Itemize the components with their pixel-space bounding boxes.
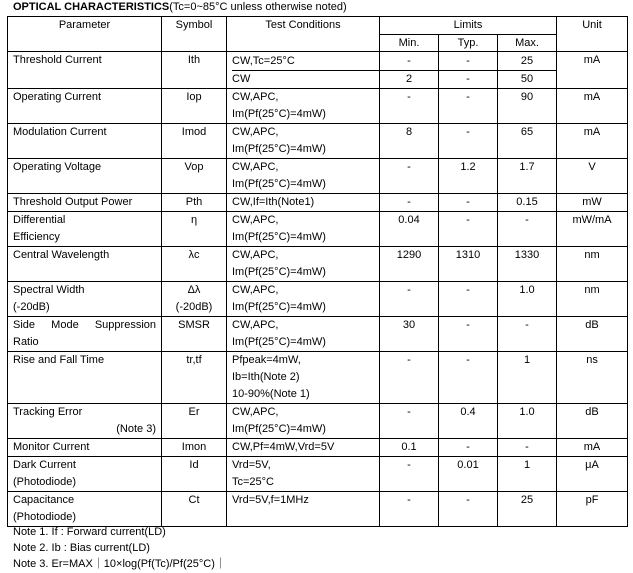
sym-line: Pth (185, 196, 203, 208)
unit-value: nm (584, 284, 600, 296)
min-cell (380, 124, 439, 159)
table-row (8, 247, 628, 282)
max-cell (498, 124, 557, 159)
unit-cell (557, 52, 628, 89)
max-cell (498, 352, 557, 404)
cond-line: Im(Pf(25°C)=4mW) (232, 231, 326, 243)
cond-line: Tc=25°C (232, 476, 275, 488)
min-line: 8 (405, 126, 413, 138)
parameter-cell (8, 89, 162, 124)
typ-line: - (466, 214, 470, 226)
section-title (13, 1, 347, 13)
cond-line: 10-90%(Note 1) (232, 388, 310, 400)
param-line: Differential (13, 214, 66, 226)
parameter-cell (8, 352, 162, 404)
test-condition-cell (227, 89, 380, 124)
sym-line: Imod (181, 126, 207, 138)
max-cell (498, 159, 557, 194)
max-line: 25 (520, 494, 534, 506)
unit-cell (557, 352, 628, 404)
min-cell (380, 282, 439, 317)
parameter-cell (8, 212, 162, 247)
max-cell (498, 212, 557, 247)
typ-cell (439, 352, 498, 404)
max-line: 1.0 (519, 284, 535, 296)
symbol-cell (162, 194, 227, 212)
test-condition-cell (227, 492, 380, 527)
max-cell (498, 439, 557, 457)
header-max: Max. (498, 35, 557, 52)
symbol-cell (162, 282, 227, 317)
unit-cell (557, 159, 628, 194)
symbol-cell (162, 457, 227, 492)
cond-line: CW,APC, (232, 249, 279, 261)
max-cell (498, 282, 557, 317)
cond-line: CW,APC, (232, 284, 279, 296)
parameter-cell (8, 247, 162, 282)
table-row (8, 194, 628, 212)
cond-line: CW,If=Ith(Note1) (232, 196, 315, 208)
param-line: Dark Current (13, 459, 76, 471)
header-limits: Limits (380, 17, 557, 35)
sym-line: Vop (184, 161, 204, 173)
unit-value: mA (583, 126, 601, 138)
typ-cell (439, 159, 498, 194)
param-line: Operating Current (13, 91, 102, 103)
parameter-cell (8, 282, 162, 317)
min-line: 2 (405, 73, 413, 85)
test-condition-cell (227, 52, 380, 89)
sym-line: Iop (186, 91, 202, 103)
typ-line: 0.4 (460, 406, 476, 418)
max-line: 1 (523, 354, 531, 366)
cond-line: Im(Pf(25°C)=4mW) (232, 336, 326, 348)
min-cell (380, 212, 439, 247)
typ-cell (439, 52, 498, 89)
sym-line: Δλ (187, 284, 201, 296)
sym-line: Id (189, 459, 199, 471)
param-line: Efficiency (13, 231, 60, 243)
sym-line: SMSR (178, 319, 210, 331)
unit-value: dB (585, 406, 599, 418)
param-line: Spectral Width (13, 284, 85, 296)
typ-line: - (466, 354, 470, 366)
cond-line: Im(Pf(25°C)=4mW) (232, 143, 326, 155)
notes (13, 524, 226, 572)
unit-value: dB (585, 319, 599, 331)
table-row (8, 457, 628, 492)
cond-line: Im(Pf(25°C)=4mW) (232, 423, 326, 435)
unit-cell (557, 247, 628, 282)
param-word: Side (13, 319, 36, 331)
typ-cell (439, 457, 498, 492)
header-min: Min. (380, 35, 439, 52)
note-1: Note 1. If : Forward current(LD) (13, 526, 166, 538)
param-word: Suppression (94, 319, 156, 331)
min-line: 30 (402, 319, 416, 331)
unit-cell (557, 457, 628, 492)
typ-line: - (466, 494, 470, 506)
min-cell (380, 247, 439, 282)
test-condition-cell (227, 159, 380, 194)
min-cell (380, 352, 439, 404)
unit-value: nm (584, 249, 600, 261)
symbol-cell (162, 439, 227, 457)
typ-cell (439, 492, 498, 527)
min-line: 1290 (396, 249, 422, 261)
param-line (13, 317, 161, 334)
max-line: 25 (498, 53, 556, 71)
unit-cell (557, 194, 628, 212)
table-row (8, 212, 628, 247)
parameter-cell (8, 439, 162, 457)
parameter-cell (8, 317, 162, 352)
table-row (8, 439, 628, 457)
cond-line: Im(Pf(25°C)=4mW) (232, 108, 326, 120)
min-line: - (407, 284, 411, 296)
symbol-cell (162, 317, 227, 352)
test-condition-cell (227, 439, 380, 457)
cond-line: Pfpeak=4mW, (232, 354, 301, 366)
table-row (8, 282, 628, 317)
typ-line: - (466, 73, 470, 85)
typ-line: - (466, 91, 470, 103)
unit-value: μA (585, 459, 599, 471)
param-line: Threshold Current (13, 54, 102, 66)
header-symbol: Symbol (162, 17, 227, 52)
unit-cell (557, 439, 628, 457)
cond-line: CW,APC, (232, 319, 279, 331)
typ-line: - (466, 196, 470, 208)
param-line: Ratio (13, 336, 39, 348)
param-line: (Photodiode) (13, 511, 76, 523)
symbol-cell (162, 212, 227, 247)
typ-cell (439, 404, 498, 439)
cond-line: Vrd=5V, (232, 459, 271, 471)
symbol-cell (162, 159, 227, 194)
param-line: (Photodiode) (13, 476, 76, 488)
min-cell (380, 194, 439, 212)
test-condition-cell (227, 457, 380, 492)
min-cell (380, 89, 439, 124)
test-condition-cell (227, 317, 380, 352)
sym-line: (-20dB) (175, 301, 213, 313)
max-line: 0.15 (516, 196, 538, 208)
symbol-cell (162, 52, 227, 89)
max-cell (498, 247, 557, 282)
min-line: - (407, 494, 411, 506)
max-line: 50 (520, 73, 534, 85)
min-cell (380, 492, 439, 527)
cond-line: CW (232, 73, 251, 85)
unit-value: pF (585, 494, 599, 506)
table-row (8, 352, 628, 404)
max-line: 1.7 (519, 161, 535, 173)
min-cell (380, 404, 439, 439)
cond-line: CW,APC, (232, 126, 279, 138)
param-line: (Note 3) (116, 423, 156, 435)
test-condition-cell (227, 124, 380, 159)
table-row (8, 159, 628, 194)
min-cell (380, 317, 439, 352)
min-line: - (407, 354, 411, 366)
cond-line: CW,Pf=4mW,Vrd=5V (232, 441, 335, 453)
sym-line: Ct (188, 494, 200, 506)
test-condition-cell (227, 404, 380, 439)
unit-value: mW/mA (572, 214, 612, 226)
max-line: 1330 (514, 249, 540, 261)
max-cell (498, 52, 557, 89)
min-line: - (407, 459, 411, 471)
parameter-cell (8, 404, 162, 439)
note-2: Note 2. Ib : Bias current(LD) (13, 542, 150, 554)
table-body (8, 52, 628, 527)
table-row (8, 492, 628, 527)
min-cell (380, 457, 439, 492)
max-cell (498, 89, 557, 124)
unit-value: V (588, 161, 596, 173)
symbol-cell (162, 89, 227, 124)
min-line: - (380, 53, 438, 71)
cond-line: Im(Pf(25°C)=4mW) (232, 301, 326, 313)
max-line: 65 (520, 126, 534, 138)
min-cell (380, 52, 439, 89)
symbol-cell (162, 247, 227, 282)
symbol-cell (162, 492, 227, 527)
min-line: - (407, 161, 411, 173)
max-line: - (525, 441, 529, 453)
typ-line: - (439, 53, 497, 71)
unit-value: ns (586, 354, 598, 366)
typ-line: 1.2 (460, 161, 476, 173)
max-line: 1 (523, 459, 531, 471)
max-cell (498, 457, 557, 492)
note-3: Note 3. Er=MAX｜10×log(Pf(Tc)/Pf(25°C)｜ (13, 558, 226, 570)
max-line: 90 (520, 91, 534, 103)
typ-line: 0.01 (457, 459, 479, 471)
parameter-cell (8, 159, 162, 194)
test-condition-cell (227, 282, 380, 317)
symbol-cell (162, 352, 227, 404)
min-line: 0.04 (398, 214, 420, 226)
title-condition: (Tc=0~85°C unless otherwise noted) (169, 1, 347, 13)
cond-line: CW,APC, (232, 161, 279, 173)
sym-line: λc (188, 249, 200, 261)
min-cell (380, 159, 439, 194)
param-line: Tracking Error (13, 406, 83, 418)
unit-cell (557, 404, 628, 439)
unit-cell (557, 124, 628, 159)
param-line: Capacitance (13, 494, 75, 506)
symbol-cell (162, 404, 227, 439)
unit-cell (557, 317, 628, 352)
sym-line: η (190, 214, 198, 226)
param-line: Operating Voltage (13, 161, 102, 173)
unit-value: mA (583, 91, 601, 103)
parameter-cell (8, 457, 162, 492)
table-row (8, 317, 628, 352)
min-line: - (407, 406, 411, 418)
unit-value: mW (582, 196, 602, 208)
max-line: - (525, 214, 529, 226)
cond-line: CW,APC, (232, 406, 279, 418)
param-line: Central Wavelength (13, 249, 110, 261)
unit-cell (557, 282, 628, 317)
param-line: Modulation Current (13, 126, 107, 138)
header-unit: Unit (557, 17, 628, 52)
max-cell (498, 194, 557, 212)
sym-line: Imon (181, 441, 207, 453)
cond-line: CW,APC, (232, 91, 279, 103)
typ-line: - (466, 319, 470, 331)
symbol-cell (162, 124, 227, 159)
max-line: 1.0 (519, 406, 535, 418)
typ-cell (439, 317, 498, 352)
unit-value: mA (583, 441, 601, 453)
min-line: - (407, 196, 411, 208)
param-line: Rise and Fall Time (13, 354, 105, 366)
min-cell (380, 439, 439, 457)
cond-line: Im(Pf(25°C)=4mW) (232, 178, 326, 190)
max-cell (498, 492, 557, 527)
typ-cell (439, 212, 498, 247)
test-condition-cell (227, 194, 380, 212)
typ-line: - (466, 126, 470, 138)
cond-line: Ib=Ith(Note 2) (232, 371, 300, 383)
param-word: Mode (51, 319, 79, 331)
parameter-cell (8, 52, 162, 89)
typ-line: - (466, 441, 470, 453)
typ-line: - (466, 284, 470, 296)
cond-line: CW,Tc=25°C (232, 53, 379, 71)
table-row (8, 124, 628, 159)
sym-line: Er (188, 406, 200, 418)
max-cell (498, 317, 557, 352)
table-row (8, 89, 628, 124)
typ-line: 1310 (455, 249, 481, 261)
param-line: Threshold Output Power (13, 196, 133, 208)
typ-cell (439, 247, 498, 282)
param-line: (-20dB) (13, 301, 50, 313)
cond-line: CW,APC, (232, 214, 279, 226)
min-line: - (407, 91, 411, 103)
typ-cell (439, 282, 498, 317)
header-test-conditions: Test Conditions (227, 17, 380, 52)
parameter-cell (8, 492, 162, 527)
param-line: Monitor Current (13, 441, 90, 453)
table-row (8, 404, 628, 439)
header-parameter: Parameter (8, 17, 162, 52)
header-typ: Typ. (439, 35, 498, 52)
cond-line: Vrd=5V,f=1MHz (232, 494, 309, 506)
optical-characteristics-table (7, 16, 628, 527)
title-bold: OPTICAL CHARACTERISTICS (13, 1, 170, 13)
unit-cell (557, 89, 628, 124)
min-line: 0.1 (401, 441, 417, 453)
unit-cell (557, 212, 628, 247)
sym-line: Ith (187, 54, 201, 66)
typ-cell (439, 89, 498, 124)
unit-cell (557, 492, 628, 527)
test-condition-cell (227, 352, 380, 404)
typ-cell (439, 194, 498, 212)
unit-value: mA (583, 54, 601, 66)
table-row (8, 52, 628, 89)
test-condition-cell (227, 247, 380, 282)
max-cell (498, 404, 557, 439)
sym-line: tr,tf (186, 354, 202, 366)
cond-line: Im(Pf(25°C)=4mW) (232, 266, 326, 278)
parameter-cell (8, 194, 162, 212)
test-condition-cell (227, 212, 380, 247)
max-line: - (525, 319, 529, 331)
parameter-cell (8, 124, 162, 159)
typ-cell (439, 439, 498, 457)
typ-cell (439, 124, 498, 159)
